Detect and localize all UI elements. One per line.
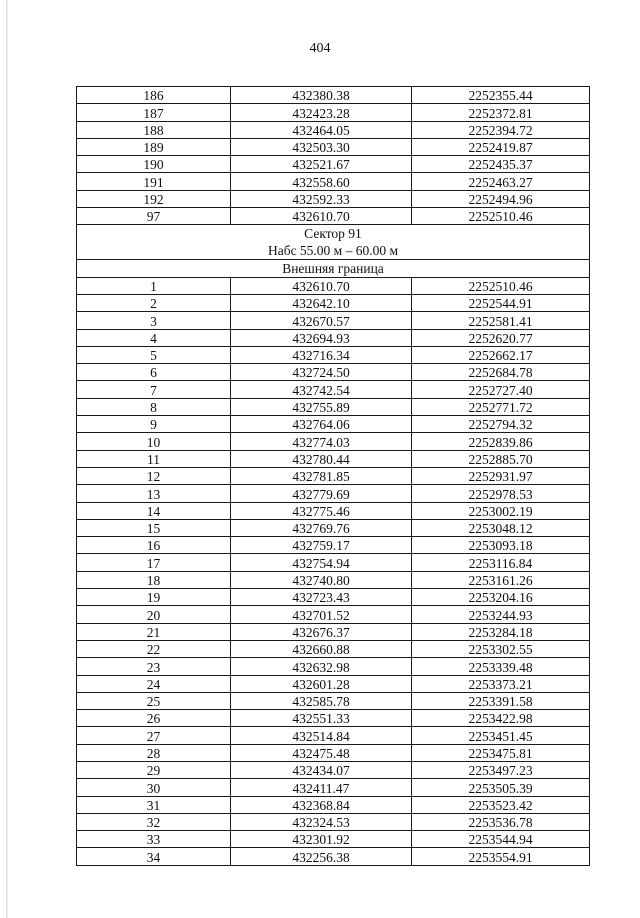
- sector-header-section: [77, 225, 590, 277]
- point-number-cell: 192: [77, 190, 231, 207]
- y-coordinate-cell: 2252419.87: [412, 138, 590, 155]
- y-coordinate-cell: 2253002.19: [412, 502, 590, 519]
- x-coordinate-cell: 432740.80: [231, 571, 412, 588]
- y-coordinate-cell: 2252355.44: [412, 87, 590, 104]
- point-number-cell: 27: [77, 727, 231, 744]
- table-row: [77, 606, 590, 623]
- point-number-cell: 2: [77, 294, 231, 311]
- y-coordinate-cell: 2252727.40: [412, 381, 590, 398]
- table-row: [77, 433, 590, 450]
- table-row: [77, 727, 590, 744]
- scan-edge-shadow: [6, 0, 8, 918]
- point-number-cell: 13: [77, 485, 231, 502]
- y-coordinate-cell: 2252839.86: [412, 433, 590, 450]
- point-number-cell: 31: [77, 796, 231, 813]
- table-row: [77, 450, 590, 467]
- sector-header-row: [77, 225, 590, 260]
- y-coordinate-cell: 2252885.70: [412, 450, 590, 467]
- x-coordinate-cell: 432558.60: [231, 173, 412, 190]
- y-coordinate-cell: 2253302.55: [412, 640, 590, 657]
- point-number-cell: 12: [77, 467, 231, 484]
- x-coordinate-cell: 432779.69: [231, 485, 412, 502]
- point-number-cell: 22: [77, 640, 231, 657]
- point-number-cell: 26: [77, 710, 231, 727]
- y-coordinate-cell: 2252662.17: [412, 346, 590, 363]
- point-number-cell: 17: [77, 554, 231, 571]
- point-number-cell: 189: [77, 138, 231, 155]
- table-top-section: [77, 87, 590, 225]
- x-coordinate-cell: 432503.30: [231, 138, 412, 155]
- point-number-cell: 15: [77, 519, 231, 536]
- point-number-cell: 190: [77, 156, 231, 173]
- y-coordinate-cell: 2253339.48: [412, 658, 590, 675]
- x-coordinate-cell: 432781.85: [231, 467, 412, 484]
- point-number-cell: 10: [77, 433, 231, 450]
- x-coordinate-cell: 432475.48: [231, 744, 412, 761]
- y-coordinate-cell: 2253422.98: [412, 710, 590, 727]
- x-coordinate-cell: 432759.17: [231, 537, 412, 554]
- point-number-cell: 7: [77, 381, 231, 398]
- x-coordinate-cell: 432380.38: [231, 87, 412, 104]
- y-coordinate-cell: 2252771.72: [412, 398, 590, 415]
- point-number-cell: 21: [77, 623, 231, 640]
- table-row: [77, 173, 590, 190]
- x-coordinate-cell: 432775.46: [231, 502, 412, 519]
- y-coordinate-cell: 2252494.96: [412, 190, 590, 207]
- table-row: [77, 364, 590, 381]
- y-coordinate-cell: 2252510.46: [412, 277, 590, 294]
- table-row: [77, 398, 590, 415]
- table-row: [77, 640, 590, 657]
- x-coordinate-cell: 432368.84: [231, 796, 412, 813]
- table-row: [77, 190, 590, 207]
- table-row: [77, 848, 590, 865]
- table-row: [77, 485, 590, 502]
- table-row: [77, 138, 590, 155]
- x-coordinate-cell: 432642.10: [231, 294, 412, 311]
- table-row: [77, 346, 590, 363]
- table-bottom-section: [77, 277, 590, 865]
- x-coordinate-cell: 432324.53: [231, 813, 412, 830]
- table-row: [77, 813, 590, 830]
- point-number-cell: 30: [77, 779, 231, 796]
- y-coordinate-cell: 2253116.84: [412, 554, 590, 571]
- table-row: [77, 571, 590, 588]
- point-number-cell: 8: [77, 398, 231, 415]
- x-coordinate-cell: 432723.43: [231, 589, 412, 606]
- table-row: [77, 156, 590, 173]
- y-coordinate-cell: 2252684.78: [412, 364, 590, 381]
- table-row: [77, 104, 590, 121]
- table-row: [77, 381, 590, 398]
- x-coordinate-cell: 432610.70: [231, 277, 412, 294]
- x-coordinate-cell: 432551.33: [231, 710, 412, 727]
- y-coordinate-cell: 2253373.21: [412, 675, 590, 692]
- table-row: [77, 519, 590, 536]
- point-number-cell: 9: [77, 416, 231, 433]
- point-number-cell: 25: [77, 692, 231, 709]
- table-row: [77, 623, 590, 640]
- x-coordinate-cell: 432514.84: [231, 727, 412, 744]
- y-coordinate-cell: 2253544.94: [412, 831, 590, 848]
- table-row: [77, 796, 590, 813]
- point-number-cell: 24: [77, 675, 231, 692]
- x-coordinate-cell: 432585.78: [231, 692, 412, 709]
- x-coordinate-cell: 432774.03: [231, 433, 412, 450]
- table-row: [77, 87, 590, 104]
- point-number-cell: 19: [77, 589, 231, 606]
- point-number-cell: 33: [77, 831, 231, 848]
- table-row: [77, 761, 590, 778]
- table-row: [77, 554, 590, 571]
- y-coordinate-cell: 2252510.46: [412, 208, 590, 225]
- point-number-cell: 14: [77, 502, 231, 519]
- x-coordinate-cell: 432701.52: [231, 606, 412, 623]
- table-row: [77, 467, 590, 484]
- point-number-cell: 34: [77, 848, 231, 865]
- table-row: [77, 537, 590, 554]
- x-coordinate-cell: 432764.06: [231, 416, 412, 433]
- table-row: [77, 744, 590, 761]
- table-row: [77, 589, 590, 606]
- sector-header-cell: [77, 225, 590, 260]
- table-row: [77, 329, 590, 346]
- x-coordinate-cell: 432676.37: [231, 623, 412, 640]
- table-row: [77, 675, 590, 692]
- table-row: [77, 416, 590, 433]
- point-number-cell: 186: [77, 87, 231, 104]
- point-number-cell: 187: [77, 104, 231, 121]
- x-coordinate-cell: 432301.92: [231, 831, 412, 848]
- table-row: [77, 277, 590, 294]
- x-coordinate-cell: 432724.50: [231, 364, 412, 381]
- y-coordinate-cell: 2252620.77: [412, 329, 590, 346]
- y-coordinate-cell: 2253536.78: [412, 813, 590, 830]
- table-row: [77, 121, 590, 138]
- point-number-cell: 188: [77, 121, 231, 138]
- y-coordinate-cell: 2253505.39: [412, 779, 590, 796]
- sector-title: Сектор 91: [304, 226, 362, 242]
- point-number-cell: 4: [77, 329, 231, 346]
- y-coordinate-cell: 2253554.91: [412, 848, 590, 865]
- point-number-cell: 6: [77, 364, 231, 381]
- coordinates-table: [76, 86, 590, 866]
- y-coordinate-cell: 2253048.12: [412, 519, 590, 536]
- point-number-cell: 23: [77, 658, 231, 675]
- point-number-cell: 97: [77, 208, 231, 225]
- y-coordinate-cell: 2252581.41: [412, 312, 590, 329]
- sector-height-range: Набс 55.00 м – 60.00 м: [267, 243, 399, 259]
- x-coordinate-cell: 432464.05: [231, 121, 412, 138]
- x-coordinate-cell: 432411.47: [231, 779, 412, 796]
- x-coordinate-cell: 432769.76: [231, 519, 412, 536]
- y-coordinate-cell: 2252463.27: [412, 173, 590, 190]
- x-coordinate-cell: 432780.44: [231, 450, 412, 467]
- y-coordinate-cell: 2253161.26: [412, 571, 590, 588]
- x-coordinate-cell: 432521.67: [231, 156, 412, 173]
- x-coordinate-cell: 432592.33: [231, 190, 412, 207]
- point-number-cell: 3: [77, 312, 231, 329]
- point-number-cell: 11: [77, 450, 231, 467]
- y-coordinate-cell: 2253475.81: [412, 744, 590, 761]
- y-coordinate-cell: 2253391.58: [412, 692, 590, 709]
- y-coordinate-cell: 2253523.42: [412, 796, 590, 813]
- point-number-cell: 5: [77, 346, 231, 363]
- y-coordinate-cell: 2253244.93: [412, 606, 590, 623]
- x-coordinate-cell: 432754.94: [231, 554, 412, 571]
- y-coordinate-cell: 2252931.97: [412, 467, 590, 484]
- page-number: 404: [309, 41, 331, 56]
- point-number-cell: 1: [77, 277, 231, 294]
- x-coordinate-cell: 432632.98: [231, 658, 412, 675]
- table-row: [77, 692, 590, 709]
- y-coordinate-cell: 2253284.18: [412, 623, 590, 640]
- table-row: [77, 294, 590, 311]
- x-coordinate-cell: 432434.07: [231, 761, 412, 778]
- x-coordinate-cell: 432423.28: [231, 104, 412, 121]
- point-number-cell: 32: [77, 813, 231, 830]
- table-row: [77, 502, 590, 519]
- y-coordinate-cell: 2252394.72: [412, 121, 590, 138]
- point-number-cell: 191: [77, 173, 231, 190]
- boundary-label: Внешняя граница: [77, 260, 590, 277]
- point-number-cell: 29: [77, 761, 231, 778]
- x-coordinate-cell: 432716.34: [231, 346, 412, 363]
- x-coordinate-cell: 432660.88: [231, 640, 412, 657]
- table-row: [77, 658, 590, 675]
- y-coordinate-cell: 2252794.32: [412, 416, 590, 433]
- table-row: [77, 779, 590, 796]
- y-coordinate-cell: 2252435.37: [412, 156, 590, 173]
- x-coordinate-cell: 432755.89: [231, 398, 412, 415]
- point-number-cell: 16: [77, 537, 231, 554]
- point-number-cell: 28: [77, 744, 231, 761]
- point-number-cell: 18: [77, 571, 231, 588]
- y-coordinate-cell: 2253093.18: [412, 537, 590, 554]
- x-coordinate-cell: 432694.93: [231, 329, 412, 346]
- table-row: [77, 710, 590, 727]
- y-coordinate-cell: 2253451.45: [412, 727, 590, 744]
- y-coordinate-cell: 2252544.91: [412, 294, 590, 311]
- table-row: [77, 312, 590, 329]
- x-coordinate-cell: 432610.70: [231, 208, 412, 225]
- y-coordinate-cell: 2252978.53: [412, 485, 590, 502]
- table-row: [77, 208, 590, 225]
- boundary-row: [77, 260, 590, 277]
- x-coordinate-cell: 432601.28: [231, 675, 412, 692]
- x-coordinate-cell: 432670.57: [231, 312, 412, 329]
- y-coordinate-cell: 2252372.81: [412, 104, 590, 121]
- point-number-cell: 20: [77, 606, 231, 623]
- x-coordinate-cell: 432742.54: [231, 381, 412, 398]
- table-row: [77, 831, 590, 848]
- y-coordinate-cell: 2253497.23: [412, 761, 590, 778]
- y-coordinate-cell: 2253204.16: [412, 589, 590, 606]
- x-coordinate-cell: 432256.38: [231, 848, 412, 865]
